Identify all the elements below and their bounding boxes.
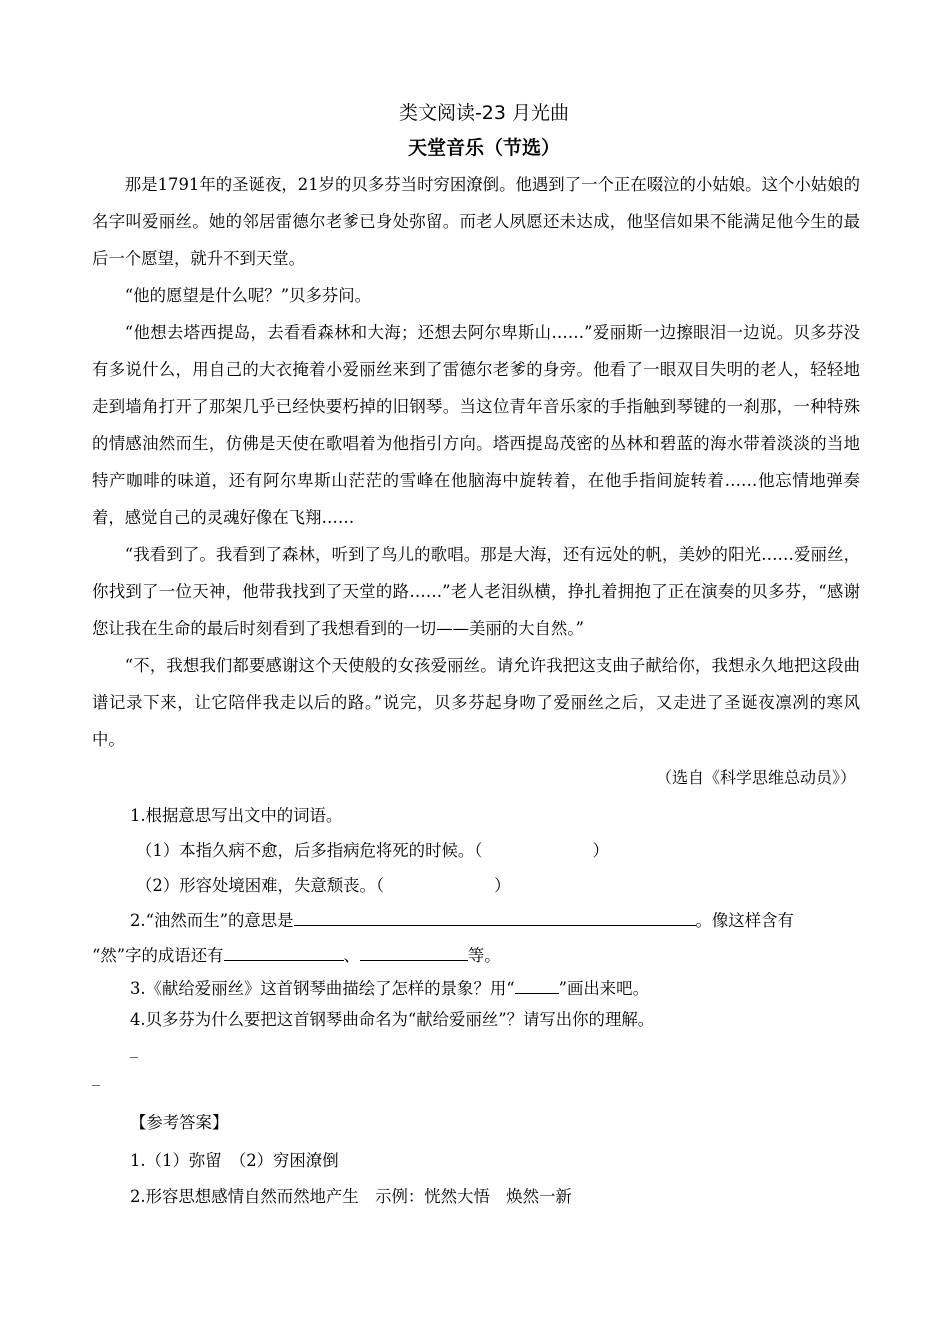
question-1-2 (92, 868, 860, 903)
source-citation: （选自《科学思维总动员》） (655, 768, 856, 787)
article-title: 天堂音乐（节选） (407, 137, 560, 159)
question-1-2-close: ） (494, 876, 511, 895)
answer-blank-2-idiom-1[interactable] (224, 942, 344, 961)
question-2 (92, 903, 860, 938)
question-1-1-text: （1）本指久病不愈，后多指病危将死的时候。（ (136, 841, 483, 860)
question-2-text-c: “然”字的成语还有 (92, 946, 224, 965)
paragraph-5: “不，我想我们都要感谢这个天使般的女孩爱丽丝。请允许我把这支曲子献给你，我想永久地把这段曲谱记录下来，让它陪伴我走以后的路。”说完，贝多芬起身吻了爱丽丝之后，又走进了圣诞夜凛冽的寒风中。 (92, 656, 860, 749)
paragraph-3: “他想去塔西提岛，去看看森林和大海；还想去阿尔卑斯山……”爱丽斯一边擦眼泪一边说。贝多芬没有多说什么，用自己的大衣掩着小爱丽丝来到了雷德尔老爹的身旁。他看了一眼双目失明的老人，轻轻地走到墙角打开了那架几乎已经快要朽掉的旧钢琴。当这位青年音乐家的手指触到琴键的一刹那，一种特殊的情感油然而生，仿佛是天使在歌唱着为他指引方向。塔西提岛茂密的丛林和碧蓝的海水带着淡淡的当地特产咖啡的味道，还有阿尔卑斯山茫茫的雪峰在他脑海中旋转着，在他手指间旋转着……他忘情地弹奏着，感觉自己的灵魂好像在飞翔…… (92, 323, 860, 527)
question-4-text: 4.贝多芬为什么要把这首钢琴曲命名为“献给爱丽丝”？请写出你的理解。 (130, 1010, 655, 1029)
answer-blank-2-idiom-2[interactable] (360, 942, 468, 961)
question-2-text-b: 。像这样含有 (695, 911, 794, 930)
question-3 (92, 973, 860, 1004)
paragraph-4: “我看到了。我看到了森林，听到了鸟儿的歌唱。那是大海，还有远处的帆，美妙的阳光……爱丽丝，你找到了一位天神，他带我找到了天堂的路……”老人老泪纵横，挣扎着拥抱了正在演奏的贝多芬，“感谢您让我在生命的最后时刻看到了我想看到的一切——美丽的大自然。” (92, 545, 860, 638)
question-1-1-close: ） (592, 841, 609, 860)
question-4 (92, 1004, 860, 1035)
question-1-1 (92, 833, 860, 868)
question-2-text-a: 2.“油然而生”的意思是 (130, 911, 294, 930)
paragraph-2: “他的愿望是什么呢？”贝多芬问。 (124, 286, 372, 305)
answer-2: 2.形容思想感情自然而然地产生 示例：恍然大悟 焕然一新 (130, 1187, 572, 1206)
document-title: 类文阅读-23 月光曲 (398, 102, 570, 124)
question-1-2-text: （2）形容处境困难，失意颓丧。（ (136, 876, 385, 895)
document-page (92, 96, 860, 1215)
answer-blank-2-meaning[interactable] (294, 907, 696, 926)
question-2-continued (92, 938, 860, 973)
question-1-text: 1.根据意思写出文中的词语。 (130, 806, 343, 825)
question-3-text-b: ”画出来吧。 (558, 979, 649, 998)
underline-sample (515, 975, 559, 994)
answer-line-4a[interactable]: _ (130, 1039, 138, 1058)
question-3-text-a: 3.《献给爱丽丝》这首钢琴曲描绘了怎样的景象？用“ (130, 979, 515, 998)
answer-1: 1.（1）弥留 （2）穷困潦倒 (130, 1151, 339, 1170)
question-2-text-d: 、 (343, 946, 360, 965)
question-2-text-e: 等。 (467, 946, 501, 965)
answer-key-heading: 【参考答案】 (130, 1113, 229, 1132)
question-1 (92, 798, 860, 833)
paragraph-1: 那是1791年的圣诞夜，21岁的贝多芬当时穷困潦倒。他遇到了一个正在啜泣的小姑娘。这个小姑娘的名字叫爱丽丝。她的邻居雷德尔老爹已身处弥留。而老人夙愿还未达成，他坚信如果不能满足他今生的最后一个愿望，就升不到天堂。 (92, 175, 860, 268)
answer-line-4b[interactable]: _ (92, 1067, 100, 1086)
